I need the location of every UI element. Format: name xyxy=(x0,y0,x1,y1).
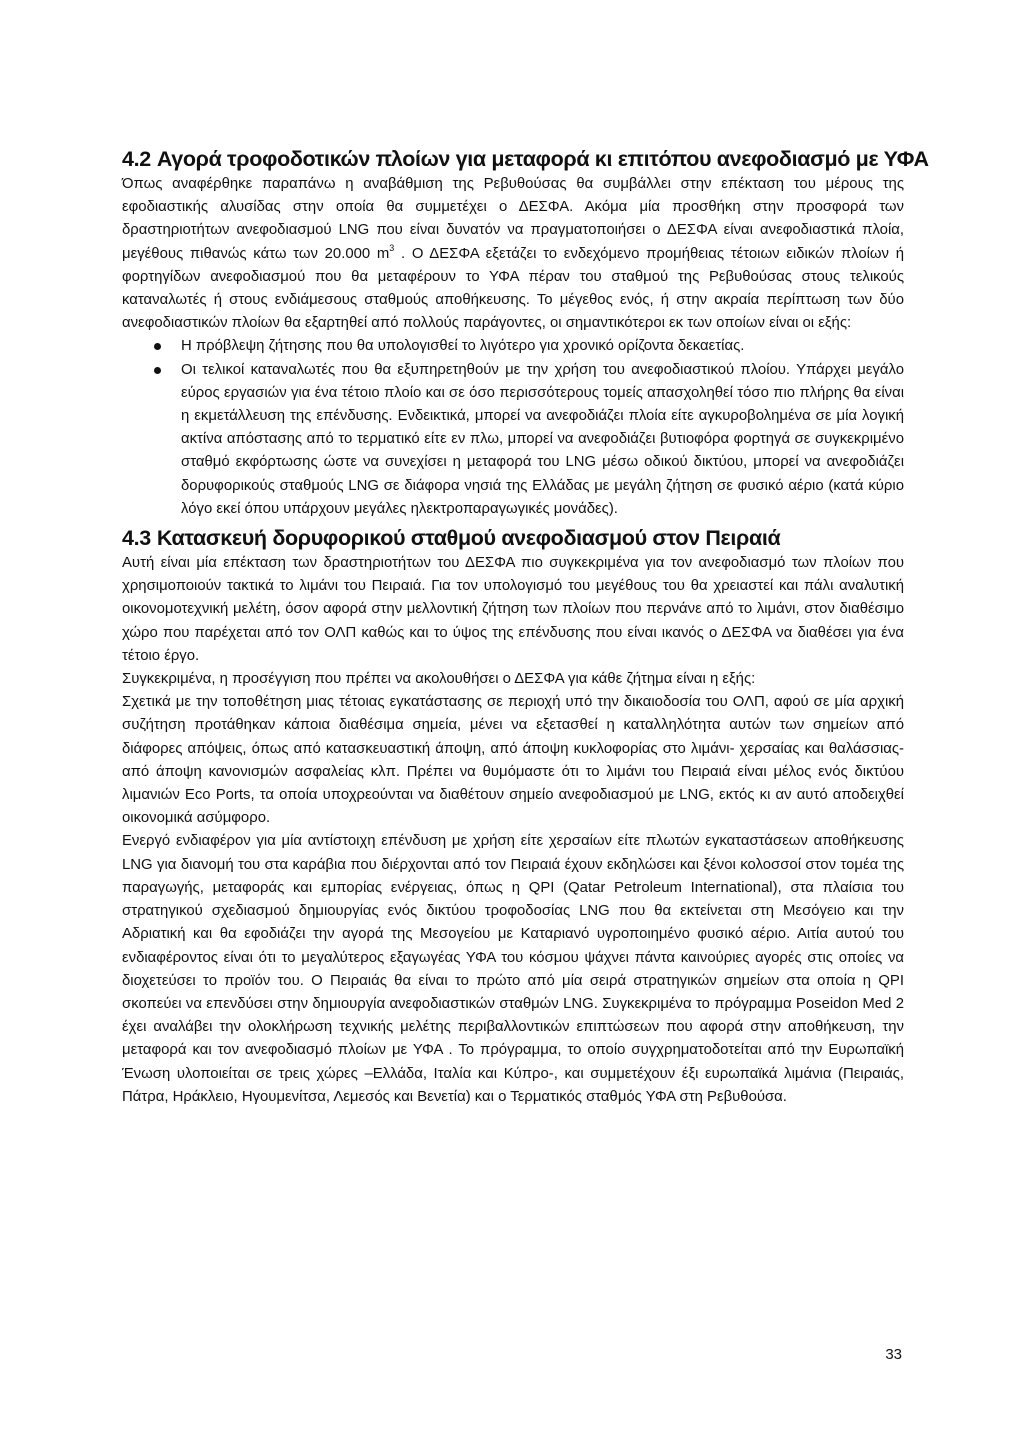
section-number: 4.2 xyxy=(122,147,151,171)
section-heading-4-3 xyxy=(122,524,904,552)
paragraph xyxy=(122,173,904,335)
section-heading-4-2 xyxy=(122,145,929,173)
paragraph-text: . Ο ΔΕΣΦΑ εξετάζει το ενδεχόμενο προμήθειας τέτοιων ειδικών πλοίων ή φορτηγίδων ανεφοδιασμού που θα μεταφέρουν το ΥΦΑ πέραν του σταθμού της Ρεβυθούσας στους τελικούς καταναλωτές ή στους ενδιάμεσους σταθμούς αποθήκευσης. Το μέγεθος ενός, ή στην ακραία περίπτωση των δύο ανεφοδιαστικών πλοίων θα εξαρτηθεί από πολλούς παράγοντες, οι σημαντικότεροι εκ των οποίων είναι οι εξής: xyxy=(122,245,904,332)
paragraph: Ενεργό ενδιαφέρον για μία αντίστοιχη επένδυση με χρήση είτε χερσαίων είτε πλωτών εγκαταστάσεων αποθήκευσης LNG για διανομή του στα καράβια που διέρχονται από τον Πειραιά έχουν εκδηλώσει και ξένοι κολοσσοί στον τομέα της παραγωγής, μεταφοράς και εμπορίας ενέργειας, όπως η QPI (Qatar Petroleum International), στα πλαίσια του στρατηγικού σχεδιασμού δημιουργίας ενός δικτύου τροφοδοσίας LNG που θα εκτείνεται στη Μεσόγειο και την Αδριατική και θα εφοδιάζει την αγορά της Μεσογείου με Καταριανό υγροποιημένο φυσικό αέριο. Αιτία αυτού του ενδιαφέροντος είναι ότι το μεγαλύτερος εξαγωγέας ΥΦΑ του κόσμου ψάχνει πάντα καινούριες αγορές στις οποίες να διοχετεύσει το προϊόν του. Ο Πειραιάς θα είναι το πρώτο από μία σειρά στρατηγικών σημείων στα οποία η QPI σκοπεύει να επενδύσει στην δημιουργία ανεφοδιαστικών σταθμών LNG. Συγκεκριμένα το πρόγραμμα Poseidon Med 2 έχει αναλάβει την ολοκλήρωση τεχνικής μελέτης περιβαλλοντικών επιπτώσεων που αφορά στην αποθήκευση, την μεταφορά και τον ανεφοδιασμό πλοίων με ΥΦΑ . Το πρόγραμμα, το οποίο συγχρηματοδοτείται από την Ευρωπαϊκή Ένωση υλοποιείται σε τρεις χώρες –Ελλάδα, Ιταλία και Κύπρο-, και συμμετέχουν έξι ευρωπαϊκά λιμάνια (Πειραιάς, Πάτρα, Ηράκλειο, Ηγουμενίτσα, Λεμεσός και Βενετία) και ο Τερματικός σταθμός ΥΦΑ στη Ρεβυθούσα. xyxy=(122,833,904,1105)
list-item-text: Η πρόβλεψη ζήτησης που θα υπολογισθεί το λιγότερο για χρονικό ορίζοντα δεκαετίας. xyxy=(181,338,745,355)
section-title: Αγορά τροφοδοτικών πλοίων για μεταφορά κι επιτόπου ανεφοδιασμό με ΥΦΑ xyxy=(156,147,929,171)
paragraph: Συγκεκριμένα, η προσέγγιση που πρέπει να ακολουθήσει ο ΔΕΣΦΑ για κάθε ζήτημα είναι η εξής: xyxy=(122,671,756,688)
page-number: 33 xyxy=(885,1346,902,1363)
list-item-text: Οι τελικοί καταναλωτές που θα εξυπηρετηθούν με την χρήση του ανεφοδιαστικού πλοίου. Υπάρχει μεγάλο εύρος εργασιών για ένα τέτοιο πλοίο και σε όσο περισσότερους τομείς απασχοληθεί τόσο πιο πλήρης θα είναι η εκμετάλλευση της επένδυσης. Ενδεικτικά, μπορεί να ανεφοδιάζει πλοία είτε αγκυροβολημένα σε μία λογική ακτίνα απόστασης από το τερματικό είτε εν πλω, μπορεί να ανεφοδιάζει βυτιοφόρα φορτηγά σε συγκεκριμένο σταθμό εκφόρτωσης ώστε να συνεχίσει η μεταφορά του LNG μέσω οδικού δικτύου, μπορεί να ανεφοδιάζει δορυφορικούς σταθμούς LNG σε διάφορα νησιά της Ελλάδας με μεγάλη ζήτηση σε φυσικό αέριο (κατά κύριο λόγο εκεί όπου υπάρχουν μεγάλες ηλεκτροπαραγωγικές μονάδες). xyxy=(181,361,904,517)
section-title: Κατασκευή δορυφορικού σταθμού ανεφοδιασμού στον Πειραιά xyxy=(156,526,781,551)
paragraph: Σχετικά με την τοποθέτηση μιας τέτοιας εγκατάστασης σε περιοχή υπό την δικαιοδοσία του ΟΛΠ, αφού σε μία αρχική συζήτηση προτάθηκαν κάποια διαθέσιμα σημεία, μένει να εξετασθεί η καταλληλότητα αυτών των σημείων από διάφορες απόψεις, όπως από κατασκευαστική άποψη, από άποψη κυκλοφορίας στο λιμάνι- χερσαίας και θαλάσσιας- από άποψη κανονισμών ασφαλείας κλπ. Πρέπει να θυμόμαστε ότι το λιμάνι του Πειραιά είναι μέλος ενός δικτύου λιμανιών Eco Ports, τα οποία υποχρεούνται να διαθέτουν σημείο ανεφοδιασμού με LNG, εκτός κι αν αυτό αποδειχθεί οικονομικά ασύμφορο. xyxy=(122,694,904,827)
section-number: 4.3 xyxy=(122,526,151,551)
paragraph-text: Όπως αναφέρθηκε παραπάνω η αναβάθμιση της Ρεβυθούσας θα συμβάλλει στην επέκταση του μέρους της εφοδιαστικής αλυσίδας στην οποία θα συμμετέχει ο ΔΕΣΦΑ. Ακόμα μία προσθήκη στην προσφορά των δραστηριοτήτων ανεφοδιασμού LNG που είναι δυνατόν να πραγματοποιήσει ο ΔΕΣΦΑ είναι ανεφοδιαστικά πλοία, μεγέθους πιθανώς κάτω των 20.000 m xyxy=(122,176,904,262)
bullet-list xyxy=(122,335,904,521)
superscript: 3 xyxy=(389,242,395,253)
bullet-icon xyxy=(154,367,161,374)
list-item xyxy=(122,335,904,358)
list-item xyxy=(122,359,904,521)
document-page xyxy=(122,145,929,1109)
bullet-icon xyxy=(154,343,161,350)
paragraph: Αυτή είναι μία επέκταση των δραστηριοτήτων του ΔΕΣΦΑ πιο συγκεκριμένα για τον ανεφοδιασμό των πλοίων που χρησιμοποιούν τακτικά το λιμάνι του Πειραιά. Για τον υπολογισμό του μεγέθους του θα χρειαστεί και πάλι αναλυτική οικονομοτεχνική μελέτη, όσον αφορά στην μελλοντική ζήτηση των πλοίων που περνάνε από το λιμάνι, στον διαθέσιμο χώρο που παρέχεται από τον ΟΛΠ καθώς και το ύψος της επένδυσης που είναι ικανός ο ΔΕΣΦΑ να διαθέσει για ένα τέτοιο έργο. xyxy=(122,555,904,664)
